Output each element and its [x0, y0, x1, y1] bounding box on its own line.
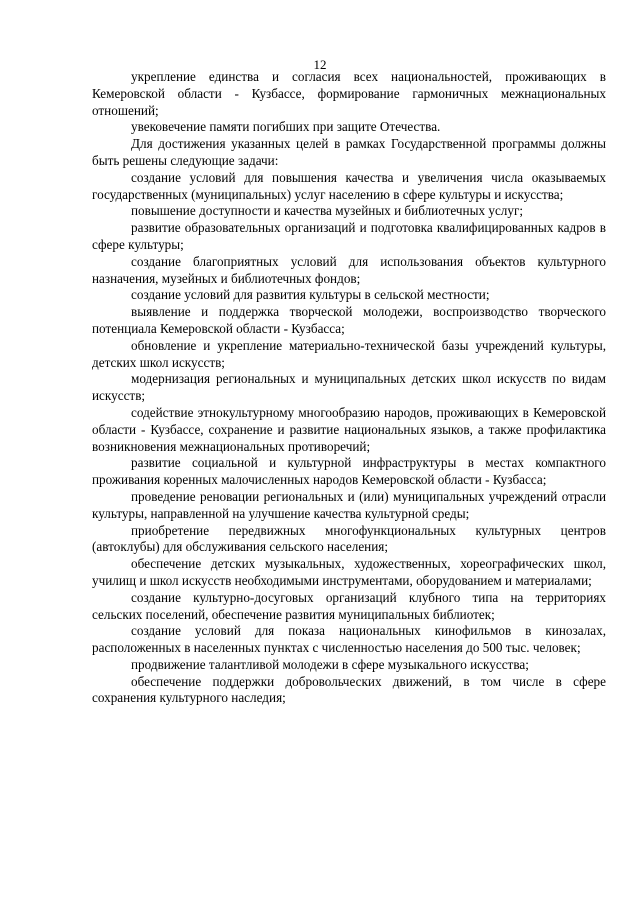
paragraph: выявление и поддержка творческой молодежи, воспроизводство творческого потенциала Кемеровской области - Кузбасса; [92, 304, 606, 336]
paragraph: создание культурно-досуговых организаций клубного типа на территориях сельских поселений, обеспечение развития муниципальных библиотек; [92, 589, 606, 622]
paragraph: развитие образовательных организаций и подготовка квалифицированных кадров в сфере культуры; [92, 220, 606, 252]
paragraph: проведение реновации региональных и (или) муниципальных учреждений отрасли культуры, направленной на улучшение качества культурной среды; [92, 488, 606, 521]
paragraph: развитие социальной и культурной инфраструктуры в местах компактного проживания коренных малочисленных народов Кемеровской области - Кузбасса; [92, 455, 606, 488]
paragraph: увековечение памяти погибших при защите Отечества. [131, 119, 441, 135]
paragraph: обеспечение детских музыкальных, художественных, хореографических школ, училищ и школ искусств необходимыми инструментами, оборудованием и материалами; [92, 556, 606, 588]
paragraph: создание условий для показа национальных кинофильмов в кинозалах, расположенных в населенных пунктах с численностью населения до 500 тыс. человек; [92, 623, 606, 656]
paragraph: обеспечение поддержки добровольческих движений, в том числе в сфере сохранения культурного наследия; [92, 673, 606, 706]
paragraph: содействие этнокультурному многообразию народов, проживающих в Кемеровской области - Кузбассе, сохранение и развитие национальных языков, а также профилактика возникновения межнациональных противоречий; [92, 404, 606, 454]
paragraph: Для достижения указанных целей в рамках Государственной программы должны быть решены следующие задачи: [92, 136, 606, 168]
document-body [92, 69, 606, 707]
paragraph: укрепление единства и согласия всех национальностей, проживающих в Кемеровской области - Кузбассе, формирование гармоничных межнациональных отношений; [92, 69, 606, 118]
page-number: 12 [313, 57, 327, 72]
paragraph: продвижение талантливой молодежи в сфере музыкального искусства; [131, 656, 529, 672]
paragraph: создание условий для развития культуры в сельской местности; [131, 287, 490, 303]
paragraph: создание благоприятных условий для использования объектов культурного назначения, музейных и библиотечных фондов; [92, 253, 606, 286]
paragraph: повышение доступности и качества музейных и библиотечных услуг; [131, 203, 524, 219]
paragraph: приобретение передвижных многофункциональных культурных центров (автоклубы) для обслуживания сельского населения; [92, 522, 606, 555]
paragraph: модернизация региональных и муниципальных детских школ искусств по видам искусств; [92, 371, 606, 404]
paragraph: обновление и укрепление материально-технической базы учреждений культуры, детских школ искусств; [92, 337, 606, 370]
paragraph: создание условий для повышения качества и увеличения числа оказываемых государственных (муниципальных) услуг населению в сфере культуры и искусства; [92, 169, 606, 202]
